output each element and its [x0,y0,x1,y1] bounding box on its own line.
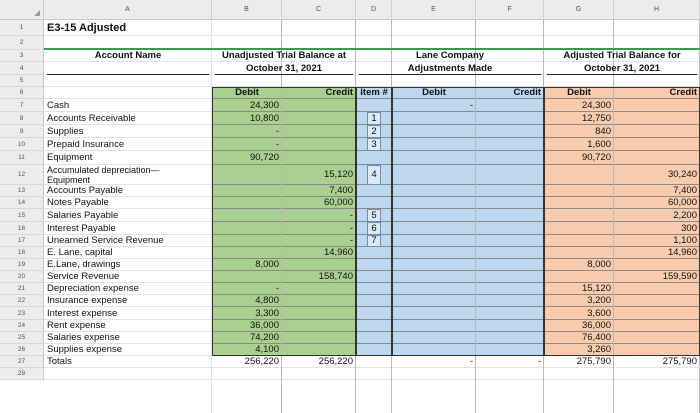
unadjusted-debit[interactable]: - [275,126,279,137]
item-number[interactable]: 3 [367,138,381,151]
total-adjustment-credit[interactable]: - [537,356,541,367]
header-underline [47,74,209,75]
column-header-e[interactable]: E [392,0,476,20]
row-header-7[interactable]: 7 [0,99,44,112]
adjusted-debit[interactable]: 90,720 [581,152,611,163]
adjusted-credit[interactable]: 30,240 [667,169,697,180]
sheet-title[interactable]: E3-15 Adjusted [47,22,127,34]
unadjusted-credit[interactable]: 60,000 [323,197,353,208]
item-number[interactable]: 1 [367,112,381,125]
unadjusted-header-line2: October 31, 2021 [245,63,323,74]
adjusted-credit[interactable]: 14,960 [667,247,697,258]
adjusted-credit-header[interactable]: Credit [669,87,697,98]
row-header-8[interactable]: 8 [0,112,44,125]
row-header-14[interactable]: 14 [0,197,44,209]
total-adjustment-debit[interactable]: - [469,356,473,367]
row-header-2[interactable]: 2 [0,36,44,50]
column-header-g[interactable]: G [544,0,614,20]
row-header-15[interactable]: 15 [0,209,44,222]
account-name[interactable]: Supplies [47,126,84,137]
adjusted-credit[interactable]: 60,000 [667,197,697,208]
adjusted-credit[interactable]: 7,400 [673,185,697,196]
total-adjusted-credit[interactable]: 275,790 [662,356,697,367]
account-name[interactable] [44,165,212,185]
row-header-18[interactable]: 18 [0,247,44,259]
unadjusted-header-line1: Unadjusted Trial Balance at [221,50,347,61]
account-name[interactable]: Supplies expense [47,344,122,355]
adjustment-credit-header[interactable]: Credit [513,87,541,98]
unadjusted-debit[interactable]: 8,000 [255,259,279,270]
row-header-11[interactable]: 11 [0,151,44,165]
account-name[interactable]: Interest expense [47,308,118,319]
unadjusted-debit[interactable]: 10,800 [249,113,279,124]
row-header-5[interactable]: 5 [0,75,44,87]
company-name: Lane Company [415,50,485,61]
unadjusted-debit[interactable]: - [275,283,279,294]
adjusted-header-line1: Adjusted Trial Balance for [563,50,681,61]
total-unadjusted-debit[interactable]: 256,220 [244,356,279,367]
row-header-1[interactable]: 1 [0,20,44,36]
account-name[interactable]: Accounts Payable [47,185,124,196]
adjusted-header-line2: October 31, 2021 [583,63,661,74]
row-header-26[interactable]: 26 [0,344,44,356]
adjusted-debit[interactable]: 12,750 [581,113,611,124]
item-number[interactable]: 5 [367,209,381,222]
row-header-20[interactable]: 20 [0,271,44,283]
adjusted-debit[interactable]: 24,300 [581,100,611,111]
adjusted-credit[interactable]: 300 [681,223,697,234]
account-name-line1: Accumulated depreciation— [47,165,160,175]
section-border [392,87,544,356]
unadjusted-debit-header[interactable]: Debit [235,87,259,98]
row-header-12[interactable]: 12 [0,165,44,185]
adjusted-debit[interactable]: 76,400 [581,332,611,343]
adjusted-credit[interactable]: 2,200 [673,210,697,221]
row-header-10[interactable]: 10 [0,138,44,151]
row-header-6[interactable]: 6 [0,87,44,99]
item-number[interactable]: 4 [367,165,381,185]
account-name[interactable]: E. Lane, capital [47,247,113,258]
account-name[interactable]: Service Revenue [47,271,120,282]
account-name-header: Account Name [94,50,162,61]
gridline-row [44,379,700,380]
unadjusted-debit[interactable]: 3,300 [255,308,279,319]
unadjusted-credit[interactable]: 7,400 [329,185,353,196]
row-header-25[interactable]: 25 [0,332,44,344]
column-header-a[interactable]: A [44,0,212,20]
account-name[interactable]: Salaries Payable [47,210,119,221]
header-underline [359,74,541,75]
column-header-h[interactable]: H [614,0,700,20]
column-header-c[interactable]: C [282,0,356,20]
account-name[interactable]: Cash [47,100,70,111]
account-name-line2: Equipment [47,175,91,185]
total-unadjusted-credit[interactable]: 256,220 [318,356,353,367]
row-header-13[interactable]: 13 [0,185,44,197]
unadjusted-debit[interactable]: 4,800 [255,295,279,306]
adjustment-debit[interactable]: - [469,100,473,111]
adjusted-debit[interactable]: 3,260 [587,344,611,355]
unadjusted-credit[interactable]: - [349,223,353,234]
unadjusted-credit[interactable]: - [349,210,353,221]
item-number[interactable]: 7 [367,235,381,247]
unadjusted-debit[interactable]: 4,100 [255,344,279,355]
account-name[interactable]: Unearned Service Revenue [47,235,164,246]
column-header-f[interactable]: F [476,0,544,20]
adjustment-debit-header[interactable]: Debit [422,87,446,98]
unadjusted-credit[interactable]: 14,960 [323,247,353,258]
row-header-3[interactable]: 3 [0,50,44,62]
section-border [356,87,392,356]
item-number[interactable]: 2 [367,125,381,138]
account-name[interactable]: Accounts Receivable [47,113,136,124]
unadjusted-debit[interactable]: 24,300 [249,100,279,111]
row-header-21[interactable]: 21 [0,283,44,295]
column-header-b[interactable]: B [212,0,282,20]
account-name[interactable]: Notes Payable [47,197,109,208]
section-border [544,87,700,356]
adjusted-debit[interactable]: 3,200 [587,295,611,306]
unadjusted-credit-header[interactable]: Credit [325,87,353,98]
account-name[interactable]: Depreciation expense [47,283,139,294]
unadjusted-credit[interactable]: 15,120 [323,169,353,180]
row-header-23[interactable]: 23 [0,307,44,320]
row-header-24[interactable]: 24 [0,320,44,332]
unadjusted-debit[interactable]: 36,000 [249,320,279,331]
totals-label[interactable]: Totals [47,356,72,367]
adjusted-debit-header[interactable]: Debit [567,87,591,98]
total-adjusted-debit[interactable]: 275,790 [576,356,611,367]
adjusted-debit[interactable]: 1,600 [587,139,611,150]
unadjusted-debit[interactable]: 90,720 [249,152,279,163]
row-header-4[interactable]: 4 [0,62,44,75]
adjusted-debit[interactable]: 3,600 [587,308,611,319]
account-name[interactable]: Salaries expense [47,332,120,343]
section-border [212,87,356,356]
adjusted-debit[interactable]: 36,000 [581,320,611,331]
unadjusted-debit[interactable]: 74,200 [249,332,279,343]
row-header-16[interactable]: 16 [0,222,44,235]
account-name[interactable]: Prepaid Insurance [47,139,125,150]
adjustments-header: Adjustments Made [407,63,493,74]
row-header-27[interactable]: 27 [0,356,44,368]
adjusted-credit[interactable]: 159,590 [662,271,697,282]
account-name[interactable]: Insurance expense [47,295,128,306]
unadjusted-credit[interactable]: - [349,235,353,246]
unadjusted-debit[interactable]: - [275,139,279,150]
account-name[interactable]: E.Lane, drawings [47,259,121,270]
row-header-28[interactable]: 28 [0,368,44,380]
adjusted-debit[interactable]: 840 [595,126,611,137]
row-header-17[interactable]: 17 [0,235,44,247]
row-header-19[interactable]: 19 [0,259,44,271]
item-number-header[interactable]: Item # [360,87,388,98]
adjusted-debit[interactable]: 8,000 [587,259,611,270]
header-underline [547,74,697,75]
adjusted-debit[interactable]: 15,120 [581,283,611,294]
header-underline [215,74,353,75]
unadjusted-credit[interactable]: 158,740 [318,271,353,282]
adjusted-credit[interactable]: 1,100 [673,235,697,246]
account-name[interactable]: Interest Payable [47,223,116,234]
row-header-22[interactable]: 22 [0,295,44,307]
account-name[interactable]: Rent expense [47,320,106,331]
row-header-9[interactable]: 9 [0,125,44,138]
account-name[interactable]: Equipment [47,152,93,163]
column-header-d[interactable]: D [356,0,392,20]
item-number[interactable]: 6 [367,222,381,235]
select-all-corner[interactable] [0,0,44,20]
